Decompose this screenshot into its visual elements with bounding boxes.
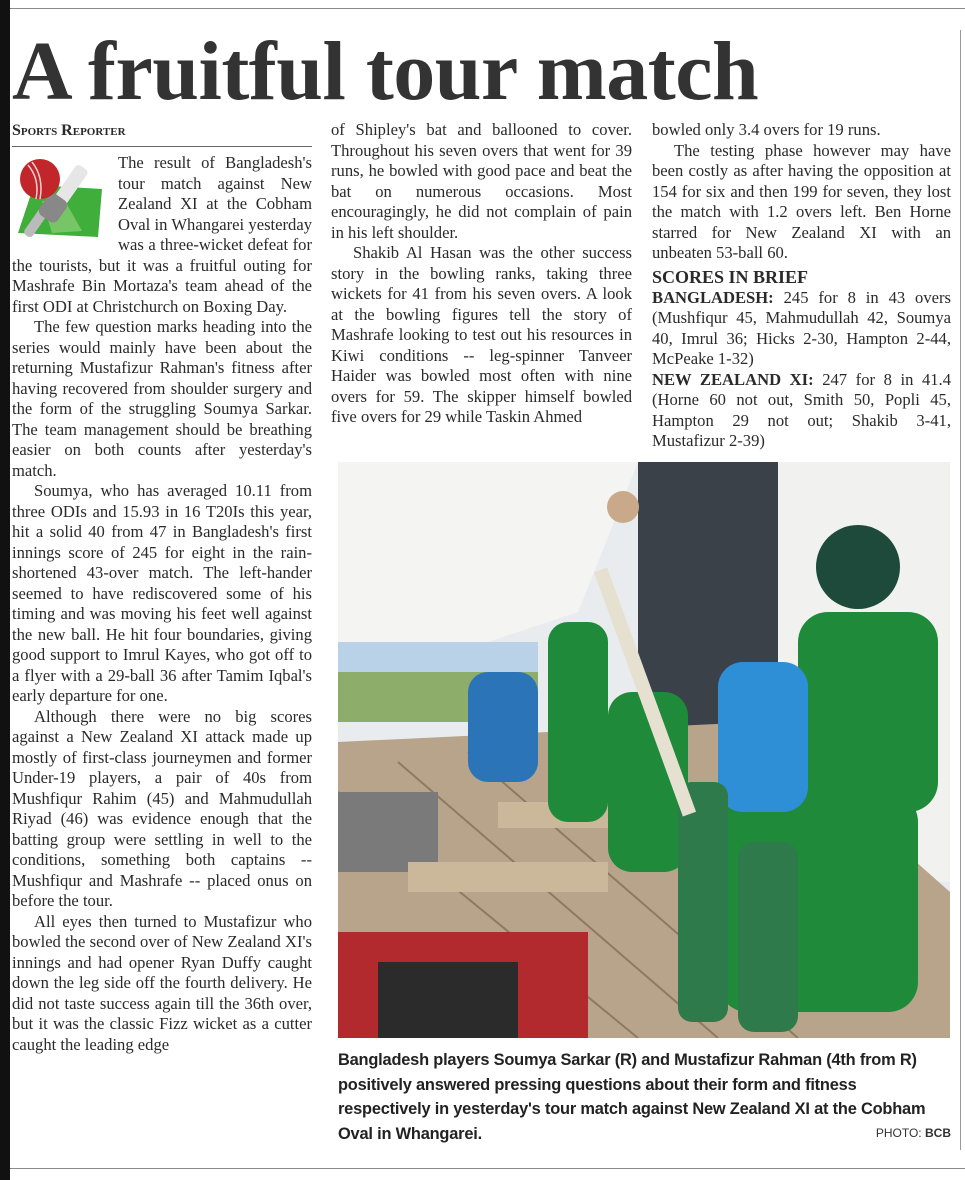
article-column-3 (652, 120, 951, 452)
team-name: BANGLADESH: (652, 287, 774, 307)
paragraph: of Shipley's bat and ballooned to cover. Throughout his seven overs that went for 39 runs, he bowled with good pace and beat the bat on numerous occasions. Most encouragingly, he did not complain of pain in his left shoulder. (331, 120, 632, 242)
scores-heading: SCORES IN BRIEF (652, 266, 809, 287)
score-bangladesh (652, 288, 951, 370)
article-column-2 (331, 120, 632, 428)
cricket-ball-microphone-icon (12, 155, 110, 247)
paragraph: Shakib Al Hasan was the other success story in the bowling ranks, taking three wickets for 41 from his seven overs. A look at the bowling figures tell the story of Mashrafe looking to test out his resources in Kiwi conditions -- leg-spinner Tanveer Haider was bowled most often with nine overs for 59. The skipper himself bowled five overs for 29 while Taskin Ahmed (331, 243, 632, 426)
credit-source: BCB (925, 1126, 951, 1140)
paragraph: Although there were no big scores against a New Zealand XI attack made up mostly of first-class journeymen and former Under-19 players, a pair of 40s from Mushfiqur Rahim (45) and Mahmudullah Riyad (46) was evidence enough that the batting group were settling in well to the conditions, something both captains -- Mushfiqur and Mashrafe -- placed onus on before the tour. (12, 706, 312, 910)
paragraph: The testing phase however may have been costly as after having the opposition at 154 for six and then 199 for seven, they lost the match with 1.2 overs left. Ben Horne starred for New Zealand XI with an unbeaten 53-ball 60. (652, 140, 951, 262)
top-rule (10, 8, 965, 9)
credit-label: PHOTO: (875, 1126, 922, 1140)
score-new-zealand (652, 370, 951, 452)
paragraph: Soumya, who has averaged 10.11 from three ODIs and 15.93 in 16 T20Is this year, hit a solid 40 from 47 in Bangladesh's first innings score of 245 for eight in the rain-shortened 43-over match. The left-hander seemed to have rediscovered some of his timing and was moving his feet well against the new ball. He hit four boundaries, giving good support to Imrul Kayes, who got off to a flyer with a 29-ball 36 after Tamim Iqbal's early departure for one. (12, 481, 312, 705)
paragraph: bowled only 3.4 overs for 19 runs. (652, 120, 881, 139)
byline: Sports Reporter (12, 120, 312, 147)
page-edge (0, 0, 10, 1180)
news-photo (338, 462, 950, 1038)
team-name: NEW ZEALAND XI: (652, 369, 814, 389)
column-rule (960, 30, 961, 1150)
score-line: 245 for 8 in 43 overs (Mushfiqur 45, Mahmudullah 42, Soumya 40, Imrul 36; Hicks 2-30, Hampton 2-44, McPeake 1-32) (652, 287, 951, 368)
article-column-1 (12, 120, 312, 1055)
photo-caption: Bangladesh players Soumya Sarkar (R) and Mustafizur Rahman (4th from R) positively answered pressing questions about their form and fitness respectively in yesterday's tour match against New Zealand XI at the Cobham Oval in Whangarei. (338, 1051, 926, 1143)
score-line: 247 for 8 in 41.4 (Horne 60 not out, Smith 50, Popli 45, Hampton 29 not out; Shakib 3-41, Mustafizur 2-39) (652, 369, 952, 450)
paragraph: The few question marks heading into the series would mainly have been about the returning Mustafizur Rahman's fitness after having recovered from shoulder surgery and the form of the struggling Soumya Sarkar. The team management should be breathing easier on both counts after yesterday's match. (12, 317, 312, 480)
photo-credit (876, 1126, 951, 1140)
headline: A fruitful tour match (12, 25, 759, 118)
paragraph: All eyes then turned to Mustafizur who bowled the second over of New Zealand XI's innings and had opener Ryan Duffy caught down the leg side off the fourth delivery. He did not taste success again till the 36th over, but it was the classic Fizz wicket as a cutter caught the leading edge (12, 911, 312, 1054)
bottom-rule (10, 1168, 965, 1169)
paragraph: The result of Bangladesh's tour match against New Zealand XI at the Cobham Oval in Whangarei yesterday was a three-wicket defeat for the tourists, but it was a fruitful outing for Mashrafe Bin Mortaza's team ahead of the first ODI at Christchurch on Boxing Day. (12, 153, 312, 316)
